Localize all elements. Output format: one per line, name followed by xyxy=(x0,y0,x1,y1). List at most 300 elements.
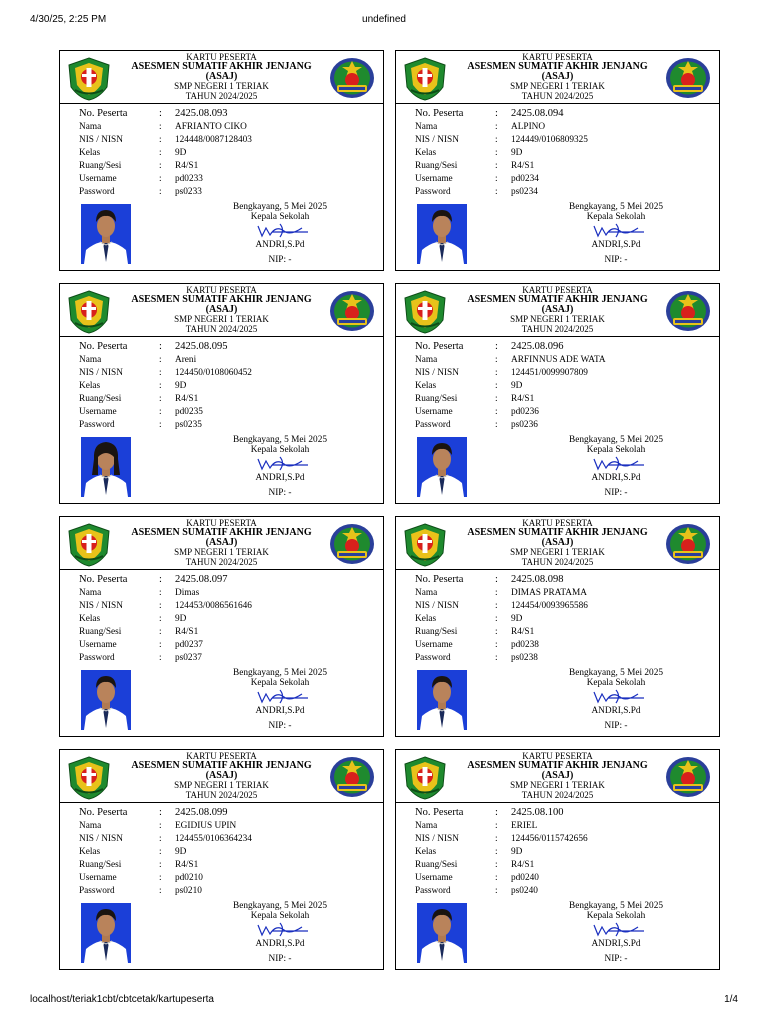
label-no-peserta: No. Peserta xyxy=(79,807,128,818)
separator: : xyxy=(159,161,162,171)
separator: : xyxy=(495,588,498,598)
signature-place-date: Bengkayang, 5 Mei 2025 xyxy=(233,202,327,212)
signature-place-date: Bengkayang, 5 Mei 2025 xyxy=(569,435,663,445)
card-title: KARTU PESERTA xyxy=(522,52,593,62)
value-kelas: 9D xyxy=(175,847,187,857)
exam-name: ASESMEN SUMATIF AKHIR JENJANG xyxy=(131,61,312,72)
value-password: ps0238 xyxy=(511,653,538,663)
separator: : xyxy=(159,108,162,119)
separator: : xyxy=(495,355,498,365)
label-nama: Nama xyxy=(415,122,438,132)
label-password: Password xyxy=(79,187,115,197)
value-nis: 124448/0087128403 xyxy=(175,135,252,145)
signature-scribble-icon xyxy=(546,222,686,240)
value-username: pd0237 xyxy=(175,640,203,650)
signature-name: ANDRI,S.Pd xyxy=(255,939,305,949)
school-year: TAHUN 2024/2025 xyxy=(521,790,594,800)
value-ruang-sesi: R4/S1 xyxy=(511,161,535,171)
value-no-peserta: 2425.08.100 xyxy=(511,807,564,818)
separator: : xyxy=(159,886,162,896)
card-title: KARTU PESERTA xyxy=(186,52,257,62)
label-ruang-sesi: Ruang/Sesi xyxy=(79,161,122,171)
value-kelas: 9D xyxy=(511,148,523,158)
value-username: pd0240 xyxy=(511,873,539,883)
label-nis: NIS / NISN xyxy=(415,368,459,378)
label-kelas: Kelas xyxy=(415,847,437,857)
print-title: undefined xyxy=(362,14,406,25)
exam-abbrev: (ASAJ) xyxy=(541,537,574,548)
label-ruang-sesi: Ruang/Sesi xyxy=(415,394,458,404)
value-username: pd0236 xyxy=(511,407,539,417)
separator: : xyxy=(495,108,498,119)
exam-abbrev: (ASAJ) xyxy=(541,304,574,315)
signature-role: Kepala Sekolah xyxy=(250,911,310,921)
value-no-peserta: 2425.08.093 xyxy=(175,108,228,119)
separator: : xyxy=(495,807,498,818)
participant-details xyxy=(79,107,379,199)
student-photo xyxy=(81,903,131,963)
separator: : xyxy=(159,601,162,611)
participant-details xyxy=(415,573,715,665)
participant-card xyxy=(59,749,384,970)
exam-name: ASESMEN SUMATIF AKHIR JENJANG xyxy=(131,294,312,305)
school-emblem-icon xyxy=(329,756,375,798)
separator: : xyxy=(495,174,498,184)
value-ruang-sesi: R4/S1 xyxy=(175,627,199,637)
value-no-peserta: 2425.08.096 xyxy=(511,341,564,352)
school-name: SMP NEGERI 1 TERIAK xyxy=(174,780,269,790)
signature-scribble-icon xyxy=(210,921,350,939)
school-year: TAHUN 2024/2025 xyxy=(521,91,594,101)
value-nama: Dimas xyxy=(175,588,200,598)
signature-name: ANDRI,S.Pd xyxy=(591,706,641,716)
participant-card xyxy=(59,283,384,504)
signature-nip: NIP: - xyxy=(604,954,628,964)
print-footer xyxy=(0,994,768,1010)
separator: : xyxy=(495,873,498,883)
separator: : xyxy=(159,368,162,378)
label-no-peserta: No. Peserta xyxy=(79,108,128,119)
card-header xyxy=(396,51,719,104)
label-nis: NIS / NISN xyxy=(79,368,123,378)
student-photo xyxy=(81,204,131,264)
school-emblem-icon xyxy=(665,290,711,332)
label-ruang-sesi: Ruang/Sesi xyxy=(415,627,458,637)
exam-abbrev: (ASAJ) xyxy=(541,71,574,82)
separator: : xyxy=(495,860,498,870)
signature-name: ANDRI,S.Pd xyxy=(255,706,305,716)
school-year: TAHUN 2024/2025 xyxy=(185,790,258,800)
signature-role: Kepala Sekolah xyxy=(586,445,646,455)
label-username: Username xyxy=(79,407,117,417)
value-nama: ALPINO xyxy=(511,122,546,132)
separator: : xyxy=(159,122,162,132)
value-username: pd0238 xyxy=(511,640,539,650)
value-no-peserta: 2425.08.095 xyxy=(175,341,228,352)
school-name: SMP NEGERI 1 TERIAK xyxy=(174,81,269,91)
card-header xyxy=(396,284,719,337)
print-url: localhost/teriak1cbt/cbtcetak/kartupeserta xyxy=(30,994,214,1005)
school-year: TAHUN 2024/2025 xyxy=(185,91,258,101)
label-username: Username xyxy=(415,407,453,417)
card-title: KARTU PESERTA xyxy=(186,518,257,528)
separator: : xyxy=(159,341,162,352)
signature-nip: NIP: - xyxy=(268,488,292,498)
separator: : xyxy=(495,653,498,663)
separator: : xyxy=(495,394,498,404)
student-photo xyxy=(81,437,131,497)
signature-nip: NIP: - xyxy=(268,721,292,731)
school-emblem-icon xyxy=(329,523,375,565)
exam-name: ASESMEN SUMATIF AKHIR JENJANG xyxy=(467,527,648,538)
label-ruang-sesi: Ruang/Sesi xyxy=(79,860,122,870)
label-password: Password xyxy=(79,653,115,663)
separator: : xyxy=(159,407,162,417)
signature-scribble-icon xyxy=(546,688,686,706)
signature-role: Kepala Sekolah xyxy=(586,212,646,222)
label-no-peserta: No. Peserta xyxy=(415,341,464,352)
value-no-peserta: 2425.08.094 xyxy=(511,108,564,119)
value-nama: DIMAS PRATAMA xyxy=(511,588,587,598)
separator: : xyxy=(495,834,498,844)
label-password: Password xyxy=(79,886,115,896)
signature-place-date: Bengkayang, 5 Mei 2025 xyxy=(233,435,327,445)
value-password: ps0240 xyxy=(511,886,538,896)
signature-block xyxy=(210,435,350,498)
separator: : xyxy=(159,148,162,158)
value-nis: 124451/0099907809 xyxy=(511,368,588,378)
value-kelas: 9D xyxy=(175,614,187,624)
label-password: Password xyxy=(415,653,451,663)
label-kelas: Kelas xyxy=(79,381,101,391)
school-name: SMP NEGERI 1 TERIAK xyxy=(510,547,605,557)
print-datetime: 4/30/25, 2:25 PM xyxy=(30,14,107,25)
signature-name: ANDRI,S.Pd xyxy=(591,939,641,949)
separator: : xyxy=(495,640,498,650)
participant-card xyxy=(395,50,720,271)
participant-details xyxy=(79,340,379,432)
signature-role: Kepala Sekolah xyxy=(586,678,646,688)
separator: : xyxy=(159,653,162,663)
value-ruang-sesi: R4/S1 xyxy=(511,627,535,637)
label-ruang-sesi: Ruang/Sesi xyxy=(415,161,458,171)
separator: : xyxy=(159,627,162,637)
separator: : xyxy=(495,148,498,158)
label-nis: NIS / NISN xyxy=(415,135,459,145)
signature-role: Kepala Sekolah xyxy=(586,911,646,921)
separator: : xyxy=(495,407,498,417)
separator: : xyxy=(159,394,162,404)
school-name: SMP NEGERI 1 TERIAK xyxy=(174,314,269,324)
school-year: TAHUN 2024/2025 xyxy=(185,557,258,567)
label-kelas: Kelas xyxy=(415,614,437,624)
signature-scribble-icon xyxy=(210,455,350,473)
separator: : xyxy=(495,420,498,430)
value-kelas: 9D xyxy=(511,847,523,857)
participant-card xyxy=(59,50,384,271)
label-no-peserta: No. Peserta xyxy=(415,807,464,818)
card-header xyxy=(60,284,383,337)
separator: : xyxy=(495,614,498,624)
label-no-peserta: No. Peserta xyxy=(415,108,464,119)
label-password: Password xyxy=(415,886,451,896)
value-username: pd0233 xyxy=(175,174,203,184)
student-photo xyxy=(417,670,467,730)
signature-block xyxy=(210,668,350,731)
label-ruang-sesi: Ruang/Sesi xyxy=(415,860,458,870)
signature-nip: NIP: - xyxy=(604,255,628,265)
signature-block xyxy=(546,901,686,964)
signature-scribble-icon xyxy=(210,688,350,706)
value-username: pd0235 xyxy=(175,407,203,417)
label-username: Username xyxy=(415,640,453,650)
print-header xyxy=(0,14,768,30)
separator: : xyxy=(159,821,162,831)
separator: : xyxy=(159,588,162,598)
exam-abbrev: (ASAJ) xyxy=(205,537,238,548)
school-emblem-icon xyxy=(665,57,711,99)
value-username: pd0210 xyxy=(175,873,203,883)
value-nis: 124455/0106364234 xyxy=(175,834,252,844)
value-nis: 124449/0106809325 xyxy=(511,135,588,145)
separator: : xyxy=(495,135,498,145)
label-nis: NIS / NISN xyxy=(79,135,123,145)
separator: : xyxy=(495,341,498,352)
label-nis: NIS / NISN xyxy=(415,601,459,611)
student-photo xyxy=(417,903,467,963)
label-no-peserta: No. Peserta xyxy=(79,574,128,585)
separator: : xyxy=(495,574,498,585)
value-password: ps0235 xyxy=(175,420,202,430)
value-password: ps0233 xyxy=(175,187,202,197)
school-emblem-icon xyxy=(329,57,375,99)
student-photo xyxy=(417,204,467,264)
label-kelas: Kelas xyxy=(415,148,437,158)
card-header xyxy=(396,517,719,570)
value-nama: ARFINNUS ADE WATA xyxy=(511,355,606,365)
separator: : xyxy=(495,627,498,637)
label-nis: NIS / NISN xyxy=(79,834,123,844)
student-photo xyxy=(81,670,131,730)
exam-abbrev: (ASAJ) xyxy=(205,304,238,315)
signature-name: ANDRI,S.Pd xyxy=(591,473,641,483)
label-password: Password xyxy=(415,187,451,197)
school-name: SMP NEGERI 1 TERIAK xyxy=(510,780,605,790)
label-ruang-sesi: Ruang/Sesi xyxy=(79,394,122,404)
participant-details xyxy=(79,806,379,898)
separator: : xyxy=(159,187,162,197)
label-ruang-sesi: Ruang/Sesi xyxy=(79,627,122,637)
card-title: KARTU PESERTA xyxy=(186,285,257,295)
separator: : xyxy=(159,381,162,391)
separator: : xyxy=(495,847,498,857)
exam-abbrev: (ASAJ) xyxy=(541,770,574,781)
card-header xyxy=(396,750,719,803)
separator: : xyxy=(159,614,162,624)
card-title: KARTU PESERTA xyxy=(522,751,593,761)
label-nama: Nama xyxy=(415,821,438,831)
signature-place-date: Bengkayang, 5 Mei 2025 xyxy=(569,901,663,911)
signature-place-date: Bengkayang, 5 Mei 2025 xyxy=(569,668,663,678)
signature-name: ANDRI,S.Pd xyxy=(591,240,641,250)
separator: : xyxy=(159,834,162,844)
label-username: Username xyxy=(79,873,117,883)
separator: : xyxy=(495,821,498,831)
signature-block xyxy=(546,435,686,498)
participant-card xyxy=(395,283,720,504)
value-no-peserta: 2425.08.099 xyxy=(175,807,228,818)
separator: : xyxy=(159,860,162,870)
separator: : xyxy=(495,368,498,378)
school-year: TAHUN 2024/2025 xyxy=(521,324,594,334)
school-year: TAHUN 2024/2025 xyxy=(521,557,594,567)
value-nis: 124450/0108060452 xyxy=(175,368,252,378)
participant-card xyxy=(395,516,720,737)
separator: : xyxy=(495,161,498,171)
signature-block xyxy=(210,202,350,265)
card-header xyxy=(60,517,383,570)
school-emblem-icon xyxy=(665,756,711,798)
card-header xyxy=(60,750,383,803)
value-nama: EGIDIUS UPIN xyxy=(175,821,237,831)
card-title: KARTU PESERTA xyxy=(522,285,593,295)
exam-name: ASESMEN SUMATIF AKHIR JENJANG xyxy=(467,61,648,72)
value-nis: 124454/0093965586 xyxy=(511,601,588,611)
label-kelas: Kelas xyxy=(79,847,101,857)
signature-place-date: Bengkayang, 5 Mei 2025 xyxy=(233,901,327,911)
signature-place-date: Bengkayang, 5 Mei 2025 xyxy=(233,668,327,678)
school-name: SMP NEGERI 1 TERIAK xyxy=(510,314,605,324)
school-emblem-icon xyxy=(665,523,711,565)
label-nis: NIS / NISN xyxy=(79,601,123,611)
separator: : xyxy=(495,886,498,896)
value-password: ps0234 xyxy=(511,187,538,197)
participant-details xyxy=(415,806,715,898)
card-title: KARTU PESERTA xyxy=(186,751,257,761)
separator: : xyxy=(495,381,498,391)
label-nama: Nama xyxy=(79,821,102,831)
page-number: 1/4 xyxy=(724,994,738,1005)
exam-name: ASESMEN SUMATIF AKHIR JENJANG xyxy=(131,760,312,771)
value-password: ps0236 xyxy=(511,420,538,430)
label-kelas: Kelas xyxy=(79,614,101,624)
value-password: ps0210 xyxy=(175,886,202,896)
signature-name: ANDRI,S.Pd xyxy=(255,240,305,250)
participant-details xyxy=(79,573,379,665)
student-photo xyxy=(417,437,467,497)
participant-details xyxy=(415,340,715,432)
participant-details xyxy=(415,107,715,199)
separator: : xyxy=(159,807,162,818)
label-username: Username xyxy=(79,640,117,650)
value-username: pd0234 xyxy=(511,174,539,184)
value-ruang-sesi: R4/S1 xyxy=(175,860,199,870)
value-nama: AFRIANTO CIKO xyxy=(175,122,247,132)
signature-place-date: Bengkayang, 5 Mei 2025 xyxy=(569,202,663,212)
label-username: Username xyxy=(415,873,453,883)
school-name: SMP NEGERI 1 TERIAK xyxy=(174,547,269,557)
value-nama: ERIEL xyxy=(511,821,538,831)
value-no-peserta: 2425.08.098 xyxy=(511,574,564,585)
signature-block xyxy=(546,202,686,265)
separator: : xyxy=(159,355,162,365)
signature-nip: NIP: - xyxy=(604,721,628,731)
signature-scribble-icon xyxy=(546,455,686,473)
label-nama: Nama xyxy=(415,355,438,365)
value-password: ps0237 xyxy=(175,653,202,663)
exam-name: ASESMEN SUMATIF AKHIR JENJANG xyxy=(467,760,648,771)
signature-nip: NIP: - xyxy=(268,954,292,964)
signature-name: ANDRI,S.Pd xyxy=(255,473,305,483)
separator: : xyxy=(495,187,498,197)
value-ruang-sesi: R4/S1 xyxy=(175,161,199,171)
separator: : xyxy=(159,174,162,184)
value-ruang-sesi: R4/S1 xyxy=(511,860,535,870)
separator: : xyxy=(159,135,162,145)
card-title: KARTU PESERTA xyxy=(522,518,593,528)
separator: : xyxy=(159,574,162,585)
separator: : xyxy=(495,122,498,132)
exam-name: ASESMEN SUMATIF AKHIR JENJANG xyxy=(467,294,648,305)
card-header xyxy=(60,51,383,104)
card-grid xyxy=(59,50,720,975)
label-kelas: Kelas xyxy=(79,148,101,158)
signature-nip: NIP: - xyxy=(268,255,292,265)
school-name: SMP NEGERI 1 TERIAK xyxy=(510,81,605,91)
label-kelas: Kelas xyxy=(415,381,437,391)
label-no-peserta: No. Peserta xyxy=(79,341,128,352)
exam-name: ASESMEN SUMATIF AKHIR JENJANG xyxy=(131,527,312,538)
label-no-peserta: No. Peserta xyxy=(415,574,464,585)
participant-card xyxy=(395,749,720,970)
label-nama: Nama xyxy=(79,355,102,365)
value-kelas: 9D xyxy=(175,381,187,391)
exam-abbrev: (ASAJ) xyxy=(205,71,238,82)
signature-role: Kepala Sekolah xyxy=(250,678,310,688)
value-nama: Areni xyxy=(175,355,197,365)
label-password: Password xyxy=(415,420,451,430)
label-nama: Nama xyxy=(79,588,102,598)
value-kelas: 9D xyxy=(175,148,187,158)
value-nis: 124453/0086561646 xyxy=(175,601,252,611)
label-username: Username xyxy=(79,174,117,184)
separator: : xyxy=(159,847,162,857)
signature-role: Kepala Sekolah xyxy=(250,445,310,455)
signature-role: Kepala Sekolah xyxy=(250,212,310,222)
exam-abbrev: (ASAJ) xyxy=(205,770,238,781)
value-kelas: 9D xyxy=(511,614,523,624)
signature-block xyxy=(546,668,686,731)
value-kelas: 9D xyxy=(511,381,523,391)
separator: : xyxy=(159,640,162,650)
label-username: Username xyxy=(415,174,453,184)
signature-scribble-icon xyxy=(210,222,350,240)
separator: : xyxy=(495,601,498,611)
label-nis: NIS / NISN xyxy=(415,834,459,844)
value-nis: 124456/0115742656 xyxy=(511,834,588,844)
label-nama: Nama xyxy=(415,588,438,598)
label-nama: Nama xyxy=(79,122,102,132)
separator: : xyxy=(159,873,162,883)
school-emblem-icon xyxy=(329,290,375,332)
value-no-peserta: 2425.08.097 xyxy=(175,574,228,585)
signature-scribble-icon xyxy=(546,921,686,939)
label-password: Password xyxy=(79,420,115,430)
separator: : xyxy=(159,420,162,430)
school-year: TAHUN 2024/2025 xyxy=(185,324,258,334)
signature-nip: NIP: - xyxy=(604,488,628,498)
participant-card xyxy=(59,516,384,737)
